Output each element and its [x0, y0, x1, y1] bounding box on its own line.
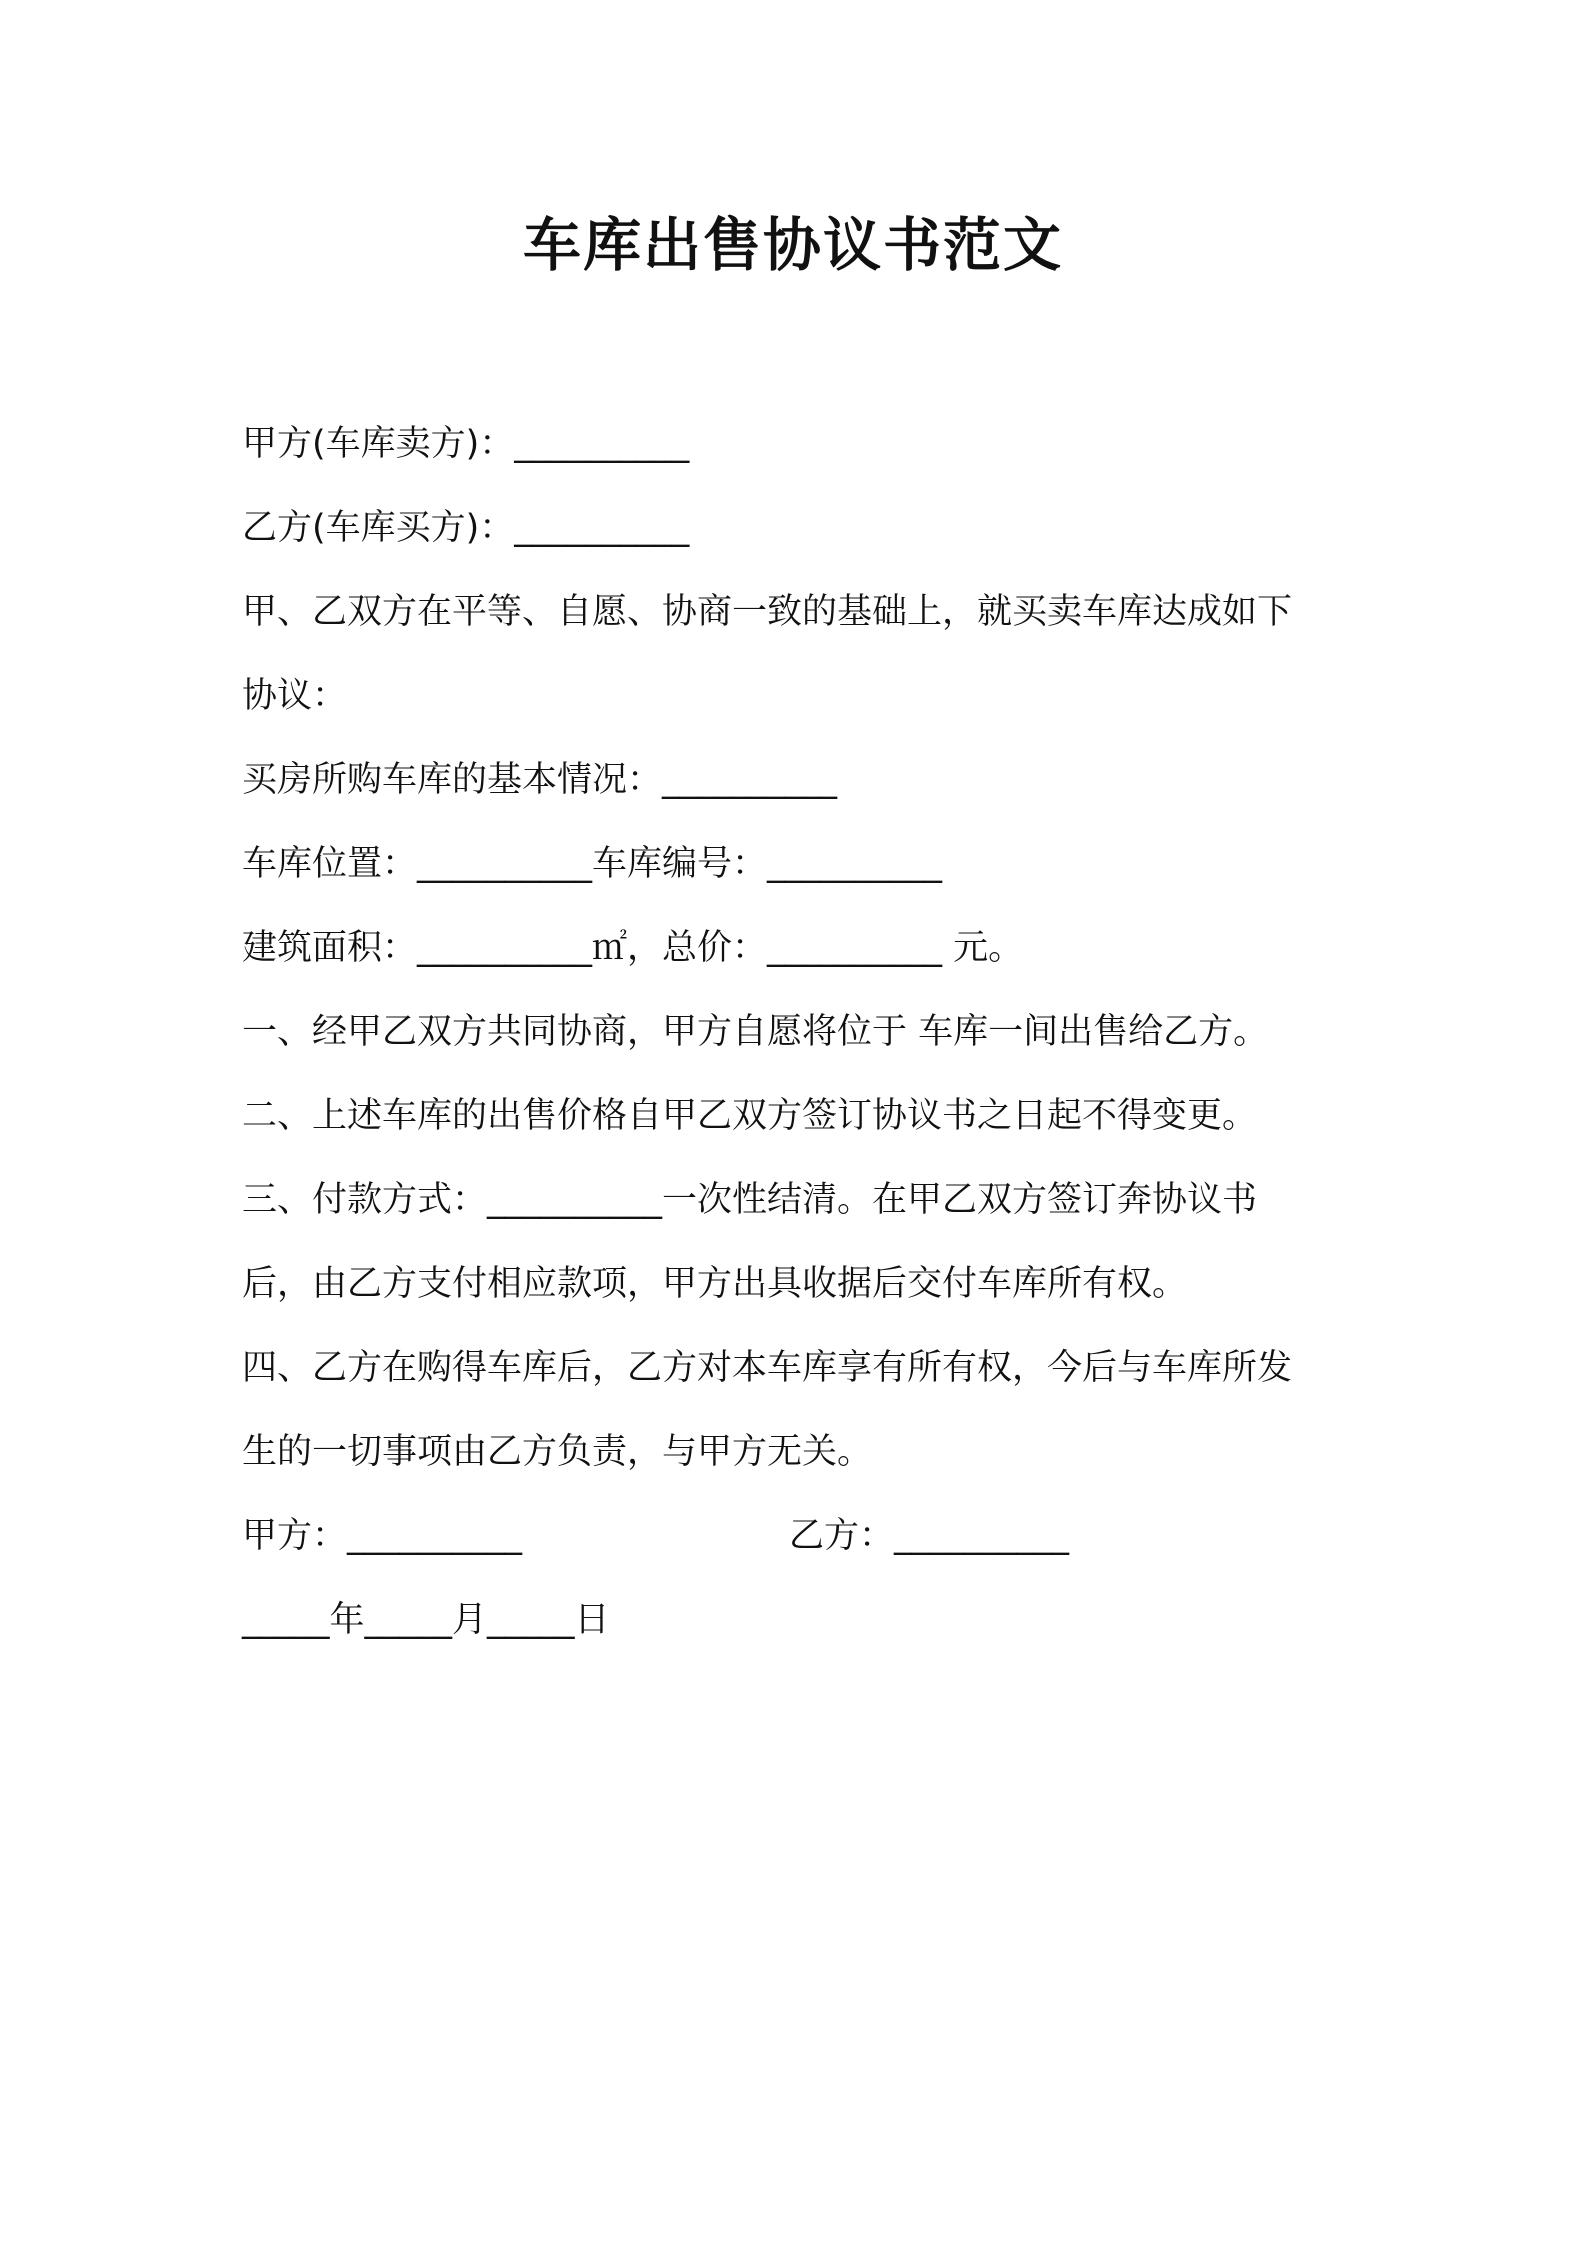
clause-3-line-2: 后，由乙方支付相应款项，甲方出具收据后交付车库所有权。	[242, 1264, 1188, 1304]
document-title: 车库出售协议书范文	[522, 211, 1063, 279]
area-price-line: 建筑面积：__________㎡，总价：__________ 元。	[242, 928, 1024, 968]
garage-basic-info-line: 买房所购车库的基本情况：__________	[242, 760, 838, 800]
clause-1-line: 一、经甲乙双方共同协商，甲方自愿将位于 车库一间出售给乙方。	[242, 1012, 1269, 1052]
clause-3-line-1: 三、付款方式：__________一次性结清。在甲乙双方签订奔协议书	[242, 1180, 1258, 1220]
party-b-buyer-line: 乙方(车库买方)：__________	[242, 508, 690, 548]
party-b-signature: 乙方：__________	[789, 1516, 1070, 1556]
clause-2-line: 二、上述车库的出售价格自甲乙双方签订协议书之日起不得变更。	[242, 1096, 1258, 1136]
garage-location-number-line: 车库位置：__________车库编号：__________	[242, 844, 943, 884]
clause-4-line-1: 四、乙方在购得车库后，乙方对本车库享有所有权，今后与车库所发	[242, 1348, 1293, 1388]
clause-4-line-2: 生的一切事项由乙方负责，与甲方无关。	[242, 1432, 873, 1472]
signature-row	[242, 1494, 1362, 1578]
party-a-signature: 甲方：__________	[242, 1516, 523, 1556]
preamble-line-1: 甲、乙双方在平等、自愿、协商一致的基础上，就买卖车库达成如下	[242, 592, 1293, 632]
preamble-line-2: 协议：	[242, 676, 348, 716]
party-a-seller-line: 甲方(车库卖方)：__________	[242, 424, 690, 464]
date-line: _____年_____月_____日	[242, 1600, 610, 1640]
document-body	[242, 402, 1362, 1662]
